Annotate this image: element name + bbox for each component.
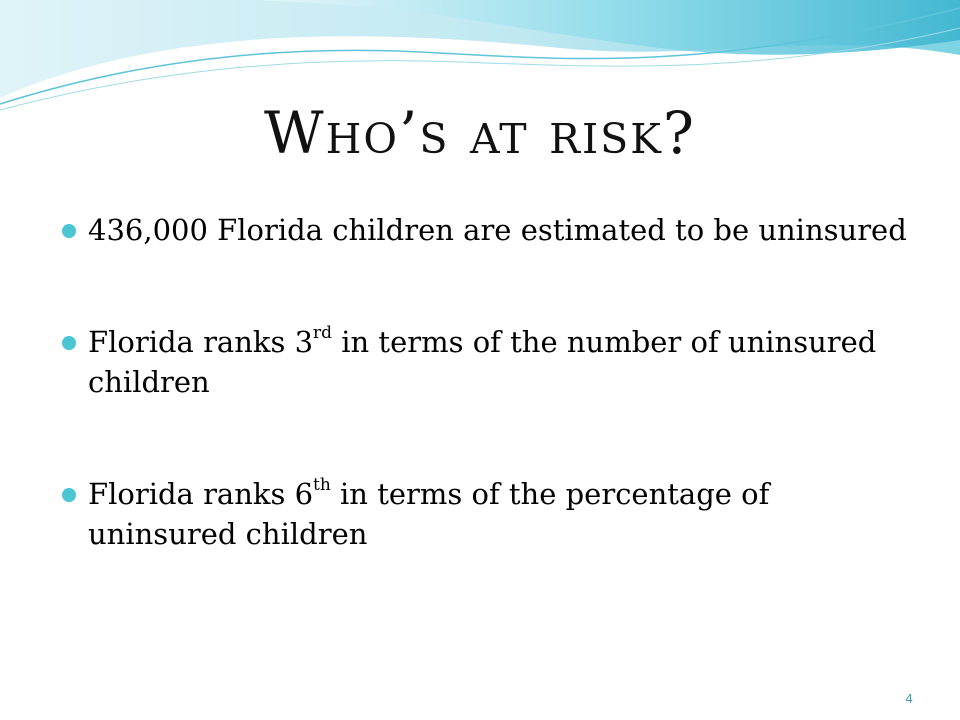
bullet-text-continued: in terms of the percentage of uninsured children [88,477,770,551]
bullet-text-continued: in terms of the number of uninsured children [88,325,877,399]
ordinal-suffix: th [313,475,331,496]
bullet-dot-icon [62,488,76,502]
bullet-item-rank-percentage [62,474,922,554]
bullet-item-rank-number [62,322,922,402]
bullet-text: Florida ranks 3 [88,325,314,359]
bullet-dot-icon [62,224,76,238]
bullet-text: Florida ranks 6 [88,477,314,511]
page-number: 4 [905,692,913,706]
bullet-text: 436,000 Florida children are estimated to be uninsured [88,213,907,247]
slide-title: Who’s at risk? [264,99,696,167]
ordinal-suffix: rd [313,323,333,344]
bullet-dot-icon [62,336,76,350]
bullet-list [62,210,922,554]
bullet-item-uninsured-estimate [62,210,922,250]
